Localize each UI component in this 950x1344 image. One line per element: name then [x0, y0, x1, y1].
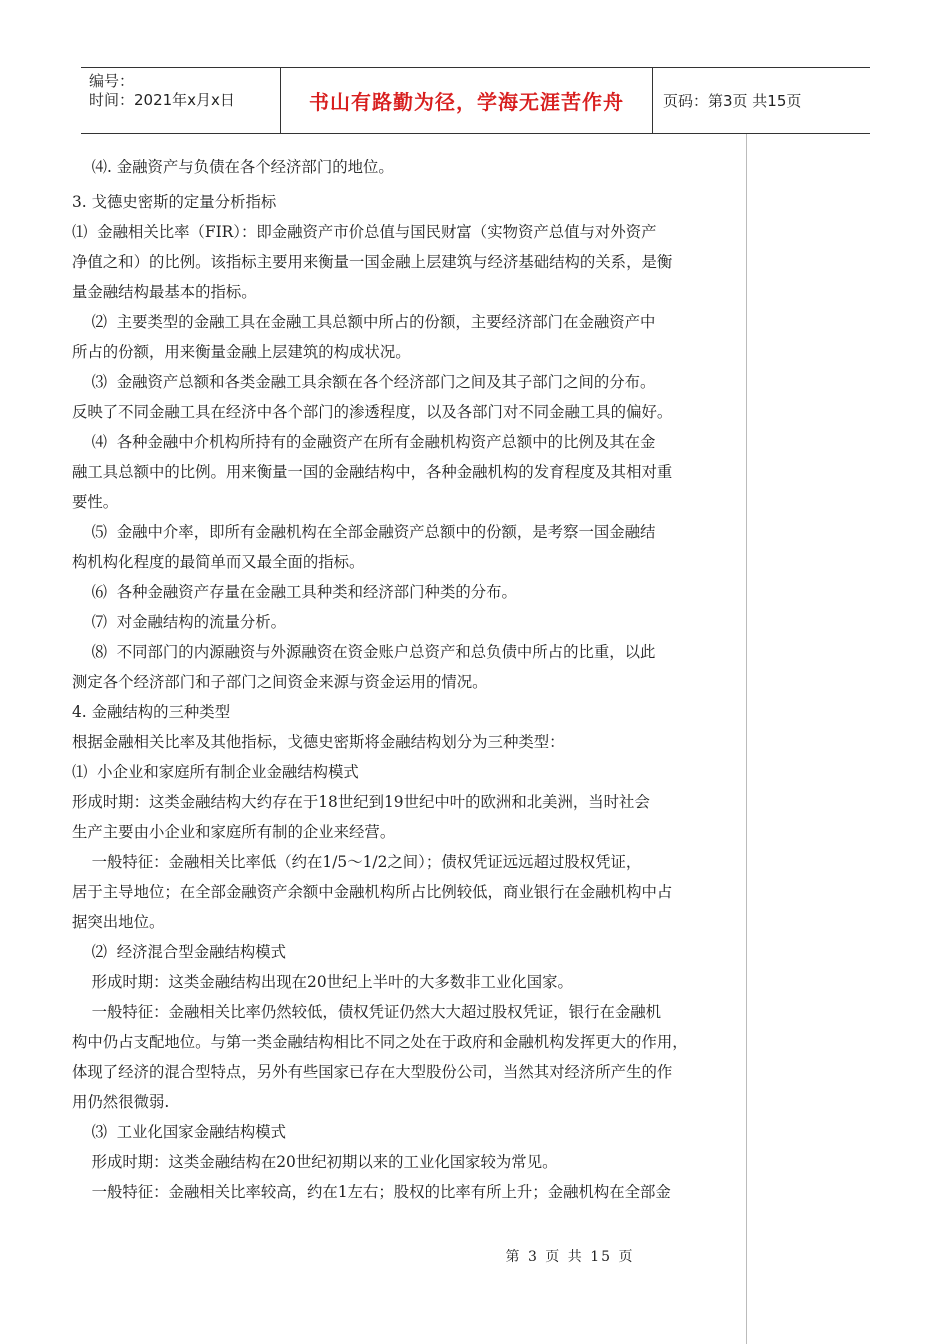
body-line: ⑻ 不同部门的内源融资与外源融资在资金账户总资产和总负债中所占的比重，以此: [72, 643, 656, 661]
body-line: 用仍然很微弱.: [72, 1093, 170, 1111]
body-line: ⑺ 对金融结构的流量分析。: [72, 613, 287, 631]
body-line: 一般特征：金融相关比率仍然较低，债权凭证仍然大大超过股权凭证，银行在金融机: [72, 1003, 662, 1021]
body-line: 净值之和）的比例。该指标主要用来衡量一国金融上层建筑与经济基础结构的关系，是衡: [72, 253, 673, 271]
header-time: 时间：2021年x月x日: [89, 91, 235, 109]
header-number: 编号：: [89, 72, 135, 90]
body-line: 测定各个经济部门和子部门之间资金来源与资金运用的情况。: [72, 673, 488, 691]
body-line: ⑶ 金融资产总额和各类金融工具余额在各个经济部门之间及其子部门之间的分布。: [72, 373, 656, 391]
footer-page-number: 第 3 页 共 15 页: [505, 1249, 635, 1265]
body-line: 要性。: [72, 493, 119, 511]
body-line: 据突出地位。: [72, 913, 165, 931]
header-table: [81, 67, 870, 134]
body-line: 居于主导地位；在全部金融资产余额中金融机构所占比例较低，商业银行在金融机构中占: [72, 883, 673, 901]
body-line: 一般特征：金融相关比率低（约在1/5～1/2之间）；债权凭证远远超过股权凭证，: [72, 853, 642, 871]
body-line: ⑸ 金融中介率，即所有金融机构在全部金融资产总额中的份额，是考察一国金融结: [72, 523, 656, 541]
body-line: 融工具总额中的比例。用来衡量一国的金融结构中，各种金融机构的发育程度及其相对重: [72, 463, 673, 481]
body-line: ⑴ 金融相关比率（FIR）：即金融资产市价总值与国民财富（实物资产总值与对外资产: [72, 223, 657, 241]
body-line: 形成时期：这类金融结构出现在20世纪上半叶的大多数非工业化国家。: [72, 973, 573, 991]
body-line: 根据金融相关比率及其他指标，戈德史密斯将金融结构划分为三种类型：: [72, 733, 565, 751]
header-motto: 书山有路勤为径，学海无涯苦作舟: [281, 68, 653, 133]
body-line: 生产主要由小企业和家庭所有制的企业来经营。: [72, 823, 396, 841]
body-line: 3. 戈德史密斯的定量分析指标: [72, 193, 277, 211]
body-line: 构中仍占支配地位。与第一类金融结构相比不同之处在于政府和金融机构发挥更大的作用，: [72, 1033, 688, 1051]
body-line: 形成时期：这类金融结构大约存在于18世纪到19世纪中叶的欧洲和北美洲，当时社会: [72, 793, 650, 811]
header-page-code: 页码：第3页 共15页: [663, 92, 802, 110]
body-line: ⑴ 小企业和家庭所有制企业金融结构模式: [72, 763, 359, 781]
body-line: 所占的份额，用来衡量金融上层建筑的构成状况。: [72, 343, 411, 361]
body-line: ⑷ 各种金融中介机构所持有的金融资产在所有金融机构资产总额中的比例及其在金: [72, 433, 656, 451]
right-margin-rule: [746, 134, 747, 1344]
body-line: ⑵ 经济混合型金融结构模式: [72, 943, 287, 961]
body-line: ⑵ 主要类型的金融工具在金融工具总额中所占的份额，主要经济部门在金融资产中: [72, 313, 656, 331]
body-line: 反映了不同金融工具在经济中各个部门的渗透程度，以及各部门对不同金融工具的偏好。: [72, 403, 673, 421]
body-line: 构机构化程度的最简单而又最全面的指标。: [72, 553, 365, 571]
body-line: ⑹ 各种金融资产存量在金融工具种类和经济部门种类的分布。: [72, 583, 517, 601]
header-meta: [81, 68, 281, 133]
page-footer: [0, 1246, 950, 1266]
body-line: ⑶ 工业化国家金融结构模式: [72, 1123, 287, 1141]
body-line: ⑷. 金融资产与负债在各个经济部门的地位。: [72, 158, 394, 176]
body-line: 形成时期：这类金融结构在20世纪初期以来的工业化国家较为常见。: [72, 1153, 558, 1171]
body-line: 一般特征：金融相关比率较高，约在1左右；股权的比率有所上升；金融机构在全部金: [72, 1183, 671, 1201]
body-line: 量金融结构最基本的指标。: [72, 283, 257, 301]
body-line: 体现了经济的混合型特点，另外有些国家已存在大型股份公司，当然其对经济所产生的作: [72, 1063, 673, 1081]
body-line: 4. 金融结构的三种类型: [72, 703, 231, 721]
